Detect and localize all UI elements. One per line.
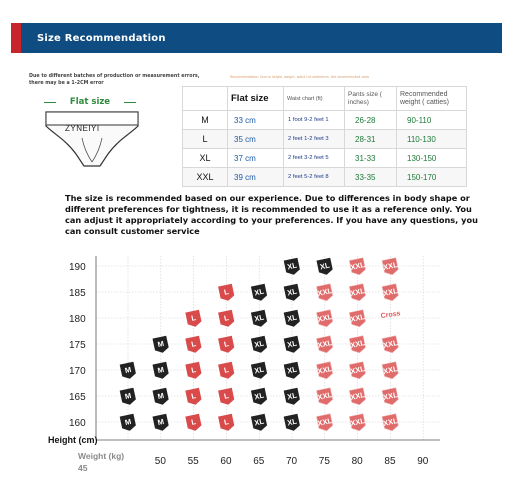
size-mark-label: XXL bbox=[349, 312, 366, 324]
size-mark bbox=[382, 284, 400, 303]
size-mark bbox=[251, 362, 268, 381]
table-cell: 2 feet 1-2 feet 3 bbox=[284, 130, 345, 149]
size-mark bbox=[349, 336, 367, 355]
x-tick-label: 80 bbox=[351, 456, 363, 467]
size-mark-label: L bbox=[223, 391, 230, 401]
size-mark-label: XL bbox=[286, 390, 298, 402]
table-cell: 2 feet 3-2 feet 5 bbox=[284, 149, 345, 168]
size-mark-label: L bbox=[190, 339, 197, 349]
table-cell: 37 cm bbox=[228, 149, 284, 168]
size-mark-label: XXL bbox=[316, 286, 333, 298]
size-mark-label: XXL bbox=[349, 390, 366, 402]
y-tick-label: 190 bbox=[69, 262, 86, 273]
size-mark-label: XL bbox=[286, 416, 298, 428]
size-mark bbox=[382, 388, 400, 407]
size-mark-label: XL bbox=[286, 312, 298, 324]
size-mark bbox=[185, 336, 202, 355]
size-mark-label: M bbox=[156, 364, 165, 376]
size-mark-label: L bbox=[190, 365, 197, 375]
table-cell: 33 cm bbox=[228, 111, 284, 130]
size-mark bbox=[349, 258, 367, 277]
size-mark bbox=[349, 414, 367, 433]
size-mark-label: XL bbox=[253, 416, 265, 428]
size-mark bbox=[316, 310, 334, 329]
size-mark-label: L bbox=[223, 287, 230, 297]
brand-label: ZYNEIYI bbox=[65, 124, 100, 133]
size-mark-label: XL bbox=[253, 286, 265, 298]
size-mark bbox=[185, 310, 202, 329]
size-mark bbox=[316, 336, 334, 355]
size-mark bbox=[382, 258, 400, 277]
table-cell: 26-28 bbox=[345, 111, 397, 130]
table-cell: 90-110 bbox=[397, 111, 467, 130]
size-mark bbox=[185, 414, 202, 433]
y-tick-label: 165 bbox=[69, 392, 86, 403]
size-mark bbox=[185, 362, 202, 381]
size-mark bbox=[218, 388, 235, 407]
size-mark bbox=[316, 362, 334, 381]
size-mark bbox=[316, 284, 334, 303]
size-mark bbox=[251, 388, 268, 407]
table-cell: 35 cm bbox=[228, 130, 284, 149]
size-mark bbox=[382, 362, 400, 381]
size-mark bbox=[284, 284, 301, 303]
size-mark bbox=[284, 258, 301, 277]
size-mark-label: XXL bbox=[349, 364, 366, 376]
size-mark-label: XL bbox=[253, 364, 265, 376]
size-mark bbox=[382, 414, 400, 433]
size-mark bbox=[120, 362, 137, 381]
table-header-cell: Waist chart (ft) bbox=[284, 87, 345, 111]
size-mark-label: L bbox=[190, 417, 197, 427]
size-mark-label: XL bbox=[253, 338, 265, 350]
x-tick-label: 70 bbox=[286, 456, 298, 467]
size-mark bbox=[284, 414, 301, 433]
x-tick-label: 65 bbox=[253, 456, 265, 467]
size-mark-label: L bbox=[223, 417, 230, 427]
size-mark bbox=[185, 388, 202, 407]
size-mark bbox=[152, 388, 169, 407]
size-mark-label: XXL bbox=[316, 416, 333, 428]
size-mark bbox=[284, 336, 301, 355]
size-mark-label: XXL bbox=[382, 338, 399, 350]
size-mark-label: XXL bbox=[349, 260, 366, 272]
y-tick-label: 185 bbox=[69, 288, 86, 299]
size-mark bbox=[349, 362, 367, 381]
size-mark-label: L bbox=[190, 391, 197, 401]
size-mark bbox=[218, 310, 235, 329]
size-mark bbox=[152, 414, 169, 433]
size-mark-label: XXL bbox=[316, 312, 333, 324]
x-tick-label: 75 bbox=[318, 456, 330, 467]
y-axis-title: Height (cm) bbox=[48, 435, 98, 445]
size-mark bbox=[218, 284, 235, 303]
size-mark bbox=[120, 414, 137, 433]
size-mark bbox=[316, 414, 334, 433]
size-mark bbox=[251, 284, 268, 303]
x-tick-label: 55 bbox=[187, 456, 199, 467]
table-cell: 2 feet 5-2 feet 8 bbox=[284, 168, 345, 187]
x-axis-title: Weight (kg) bbox=[78, 451, 125, 461]
size-mark-label: XL bbox=[286, 364, 298, 376]
size-mark bbox=[382, 336, 400, 355]
size-mark-label: L bbox=[223, 365, 230, 375]
size-mark bbox=[284, 310, 301, 329]
size-mark-label: XXL bbox=[349, 338, 366, 350]
error-note: Due to different batches of production or measurement errors, there may be a 1-2CM error bbox=[29, 74, 200, 86]
size-mark-label: XXL bbox=[349, 416, 366, 428]
flat-size-label: Flat size bbox=[44, 97, 136, 107]
table-cell: 33-35 bbox=[345, 168, 397, 187]
table-header-cell: Pants size ( inches) bbox=[345, 87, 397, 111]
size-mark bbox=[349, 284, 367, 303]
size-mark bbox=[218, 336, 235, 355]
size-mark-label: XXL bbox=[382, 364, 399, 376]
size-mark bbox=[120, 388, 137, 407]
size-mark-label: M bbox=[124, 390, 132, 402]
table-cell: XL bbox=[183, 149, 228, 168]
x-tick-label: 90 bbox=[417, 456, 429, 467]
size-mark bbox=[316, 388, 334, 407]
size-mark-label: L bbox=[190, 313, 197, 323]
x-tick-label: 60 bbox=[220, 456, 232, 467]
size-mark bbox=[152, 362, 169, 381]
table-cell: 1 foot 9-2 feet 1 bbox=[284, 111, 345, 130]
table-cell: 28-31 bbox=[345, 130, 397, 149]
table-cell: 31-33 bbox=[345, 149, 397, 168]
faint-note: Recommendation: Due to height, weight, waist circumference, the recommended sizes bbox=[230, 75, 370, 79]
size-mark-label: XXL bbox=[382, 260, 399, 272]
x-tick-label: 50 bbox=[154, 456, 166, 467]
x-tick-label: 85 bbox=[384, 456, 396, 467]
size-mark-label: M bbox=[156, 416, 165, 428]
size-mark-label: XL bbox=[319, 260, 331, 272]
size-mark-label: XXL bbox=[316, 390, 333, 402]
x-tick-label: 45 bbox=[78, 463, 88, 473]
size-mark bbox=[251, 310, 268, 329]
size-mark bbox=[152, 336, 169, 355]
table-header-cell: Recommended weight ( catties) bbox=[397, 87, 467, 111]
table-cell: 110-130 bbox=[397, 130, 467, 149]
size-mark bbox=[218, 362, 235, 381]
size-mark-label: XXL bbox=[349, 286, 366, 298]
page-title: Size Recommendation bbox=[37, 32, 166, 44]
y-tick-label: 160 bbox=[69, 418, 86, 429]
table-cell: L bbox=[183, 130, 228, 149]
size-mark-label: L bbox=[223, 313, 230, 323]
size-mark-label: M bbox=[156, 390, 165, 402]
size-mark-label: L bbox=[223, 339, 230, 349]
description-text: The size is recommended based on our experience. Due to differences in body shape or different preferences for tightness, it is recommended to use it as a reference only. You can adjust it appropriately according to your preferences. If you have any questions, you can consult customer service bbox=[65, 193, 478, 236]
size-mark bbox=[349, 310, 367, 329]
table-cell: 130-150 bbox=[397, 149, 467, 168]
size-mark bbox=[218, 414, 235, 433]
size-mark-label: M bbox=[124, 364, 132, 376]
size-mark-label: XXL bbox=[316, 338, 333, 350]
size-mark bbox=[316, 258, 333, 277]
size-mark-label: M bbox=[124, 416, 132, 428]
y-tick-label: 175 bbox=[69, 340, 86, 351]
table-cell: 39 cm bbox=[228, 168, 284, 187]
size-mark-label: XL bbox=[286, 338, 298, 350]
size-mark bbox=[251, 414, 268, 433]
size-mark-label: XL bbox=[286, 260, 298, 272]
size-mark-label: XL bbox=[253, 390, 265, 402]
table-header-cell: Flat size bbox=[228, 87, 284, 111]
size-mark bbox=[349, 388, 367, 407]
cross-annotation: Cross bbox=[380, 310, 401, 320]
size-mark bbox=[284, 388, 301, 407]
y-tick-label: 170 bbox=[69, 366, 86, 377]
size-mark-label: XXL bbox=[382, 390, 399, 402]
size-mark-label: M bbox=[156, 338, 165, 350]
y-tick-label: 180 bbox=[69, 314, 86, 325]
size-mark bbox=[251, 336, 268, 355]
size-mark-label: XXL bbox=[316, 364, 333, 376]
size-mark-label: XL bbox=[286, 286, 298, 298]
size-mark-label: XXL bbox=[382, 416, 399, 428]
table-cell: 150-170 bbox=[397, 168, 467, 187]
table-cell: M bbox=[183, 111, 228, 130]
size-mark bbox=[284, 362, 301, 381]
size-mark-label: XXL bbox=[382, 286, 399, 298]
size-mark-label: XL bbox=[253, 312, 265, 324]
table-cell: XXL bbox=[183, 168, 228, 187]
